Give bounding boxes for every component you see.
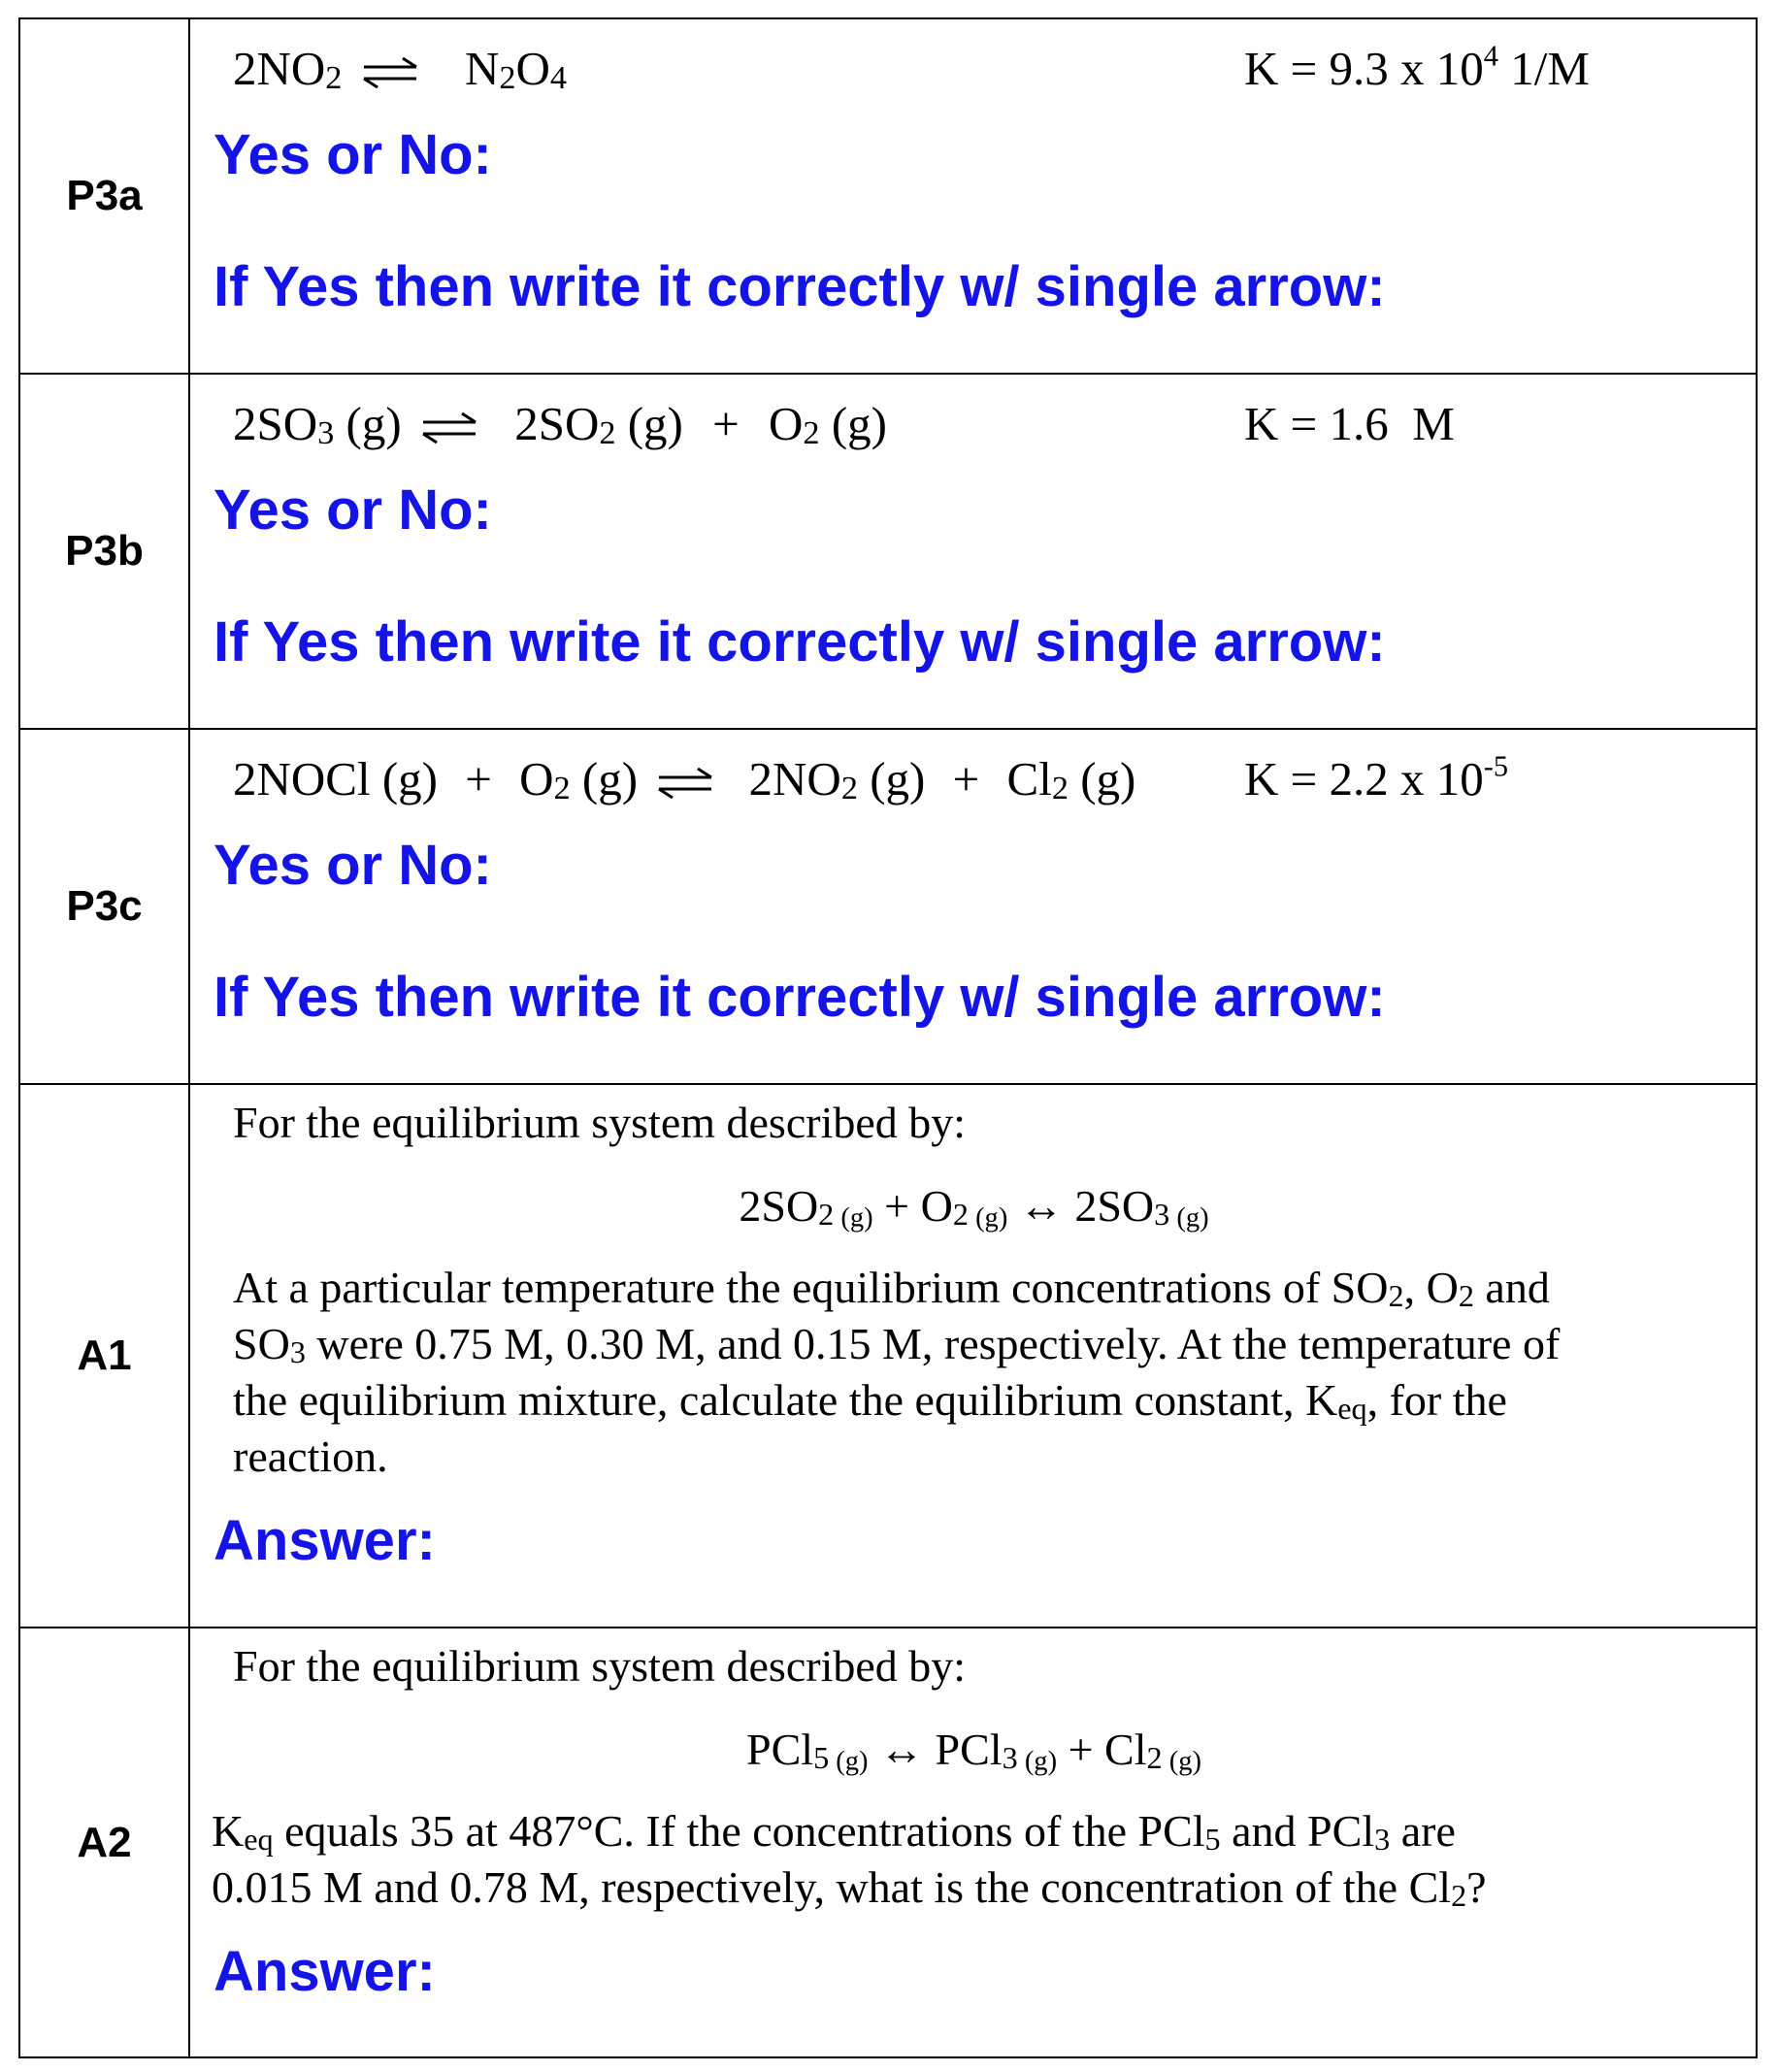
reaction-equation: $2SO_2$ $_{(g)} + O_2$ $_{(g)}$ ↔ $2SO_3$ $_{(g)}$ bbox=[739, 1181, 1209, 1233]
yes-no-prompt: Yes or No: bbox=[214, 123, 492, 186]
question-body bbox=[212, 1803, 1487, 1916]
body-line: the equilibrium mixture, calculate the equilibrium constant, $K_{eq}$, for the bbox=[233, 1375, 1507, 1426]
row-content bbox=[192, 1628, 1756, 2056]
reaction-equation: 2NOCl $(g) + O_2$ (g) $2NO_2$ $(g) + Cl_2$ (g) bbox=[233, 751, 1135, 811]
k-value: K = 9.3 x $10^4$ 1/M bbox=[1244, 39, 1590, 95]
row-content bbox=[192, 375, 1756, 728]
answer-label: Answer: bbox=[214, 1940, 436, 2003]
question-intro: For the equilibrium system described by: bbox=[233, 1098, 967, 1147]
row-label: A1 bbox=[20, 1085, 190, 1627]
row-a1 bbox=[20, 1085, 1756, 1628]
row-label: A2 bbox=[20, 1628, 190, 2056]
question-intro: For the equilibrium system described by: bbox=[233, 1641, 967, 1691]
k-value: K = 2.2 x $10^{-5}$ bbox=[1244, 749, 1509, 806]
answer-label: Answer: bbox=[214, 1509, 436, 1572]
row-a2 bbox=[20, 1628, 1756, 2056]
yes-no-prompt: Yes or No: bbox=[214, 478, 492, 542]
write-prompt: If Yes then write it correctly w/ single arrow: bbox=[214, 966, 1386, 1029]
k-value: K = 1.6 M bbox=[1244, 397, 1455, 450]
row-content bbox=[192, 1085, 1756, 1627]
body-line: reaction. bbox=[233, 1431, 388, 1481]
reaction-equation: PCl$_5$ $_{(g)}$ ↔ PCl$_3$ $_{(g)} + Cl_2$ $_{(g)}$ bbox=[746, 1725, 1201, 1777]
question-body bbox=[233, 1260, 1560, 1485]
row-label: P3c bbox=[20, 730, 190, 1083]
reaction-equation: $2NO_2$ $N_2O_4$ bbox=[233, 41, 567, 101]
worksheet-table bbox=[18, 17, 1758, 2058]
reaction-equation: $2SO_3$ (g) $2SO_2$ $(g) + O_2$ (g) bbox=[233, 396, 887, 456]
body-line: $SO_3$ were 0.75 M, 0.30 M, and 0.15 M, respectively. At the temperature of bbox=[233, 1319, 1561, 1369]
equilibrium-arrow-icon bbox=[360, 46, 420, 101]
row-p3c bbox=[20, 730, 1756, 1085]
write-prompt: If Yes then write it correctly w/ single arrow: bbox=[214, 255, 1386, 318]
body-line: $K_{eq}$ equals 35 at 487°C. If the concentrations of the PCl$_5$ and PCl$_3$ are bbox=[212, 1806, 1456, 1857]
row-content bbox=[192, 730, 1756, 1083]
row-label: P3b bbox=[20, 375, 190, 728]
body-line: 0.015 M and 0.78 M, respectively, what is the concentration of the $Cl_2$? bbox=[212, 1862, 1487, 1913]
row-p3b bbox=[20, 375, 1756, 730]
body-line: At a particular temperature the equilibrium concentrations of $SO_2$, $O_2$ and bbox=[233, 1263, 1550, 1313]
equilibrium-arrow-icon bbox=[419, 401, 479, 456]
row-label: P3a bbox=[20, 19, 190, 373]
row-content bbox=[192, 19, 1756, 373]
yes-no-prompt: Yes or No: bbox=[214, 834, 492, 897]
write-prompt: If Yes then write it correctly w/ single arrow: bbox=[214, 610, 1386, 674]
row-p3a bbox=[20, 19, 1756, 375]
equilibrium-arrow-icon bbox=[655, 756, 715, 811]
